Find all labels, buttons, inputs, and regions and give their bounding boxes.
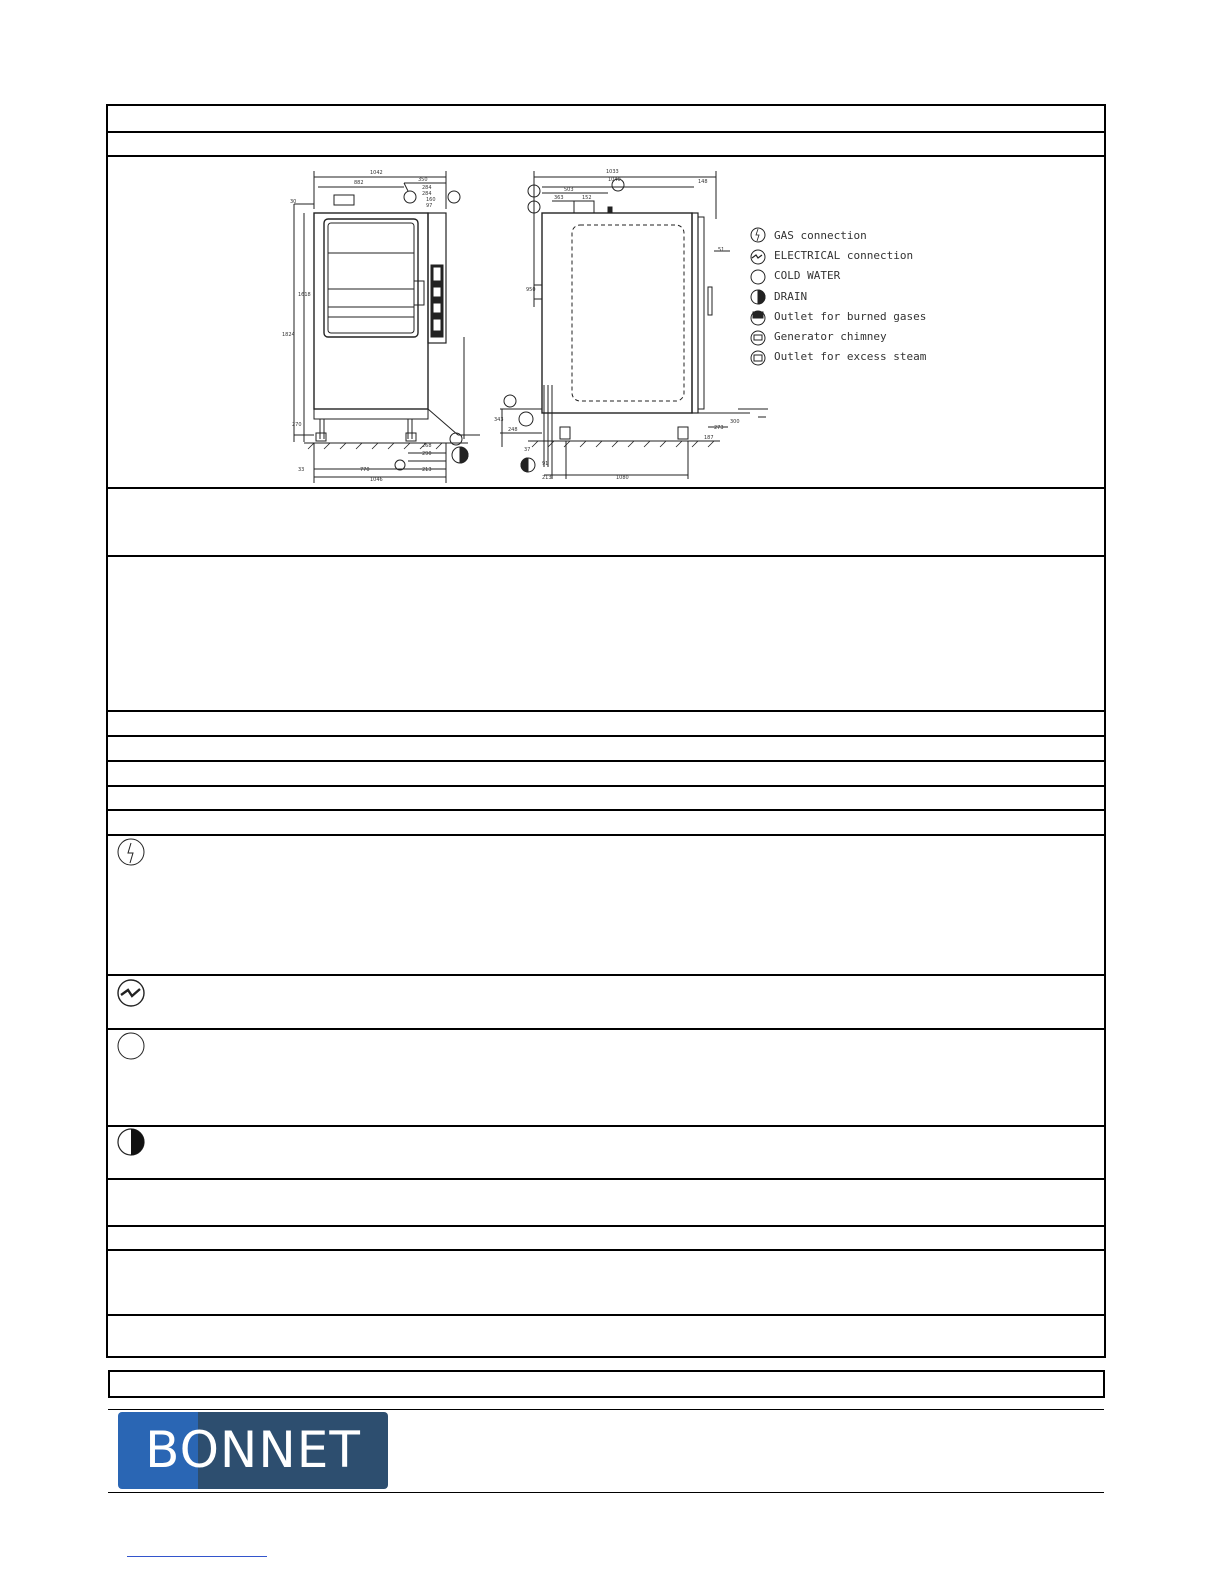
row-divider <box>108 1028 1104 1030</box>
legend-drain: DRAIN <box>774 289 808 303</box>
dim-label: 97 <box>426 203 433 209</box>
electrical-icon <box>116 978 146 1008</box>
dim-label: 37 <box>524 447 531 453</box>
dim-label: 160 <box>426 197 436 203</box>
dim-label: 350 <box>418 177 428 183</box>
dimension-labels <box>108 157 1104 489</box>
legend-generator-chimney: Generator chimney <box>774 330 887 344</box>
drain-icon <box>116 1127 146 1157</box>
row-divider <box>108 1225 1104 1227</box>
dim-label: 1042 <box>370 170 383 176</box>
dim-label: 187 <box>704 435 714 441</box>
dim-label: 1080 <box>616 475 629 481</box>
dim-label: 91 <box>542 461 549 467</box>
legend-burned-gases: Outlet for burned gases <box>774 309 927 323</box>
logo-text: BONNET <box>145 1421 361 1479</box>
row-divider <box>108 710 1104 712</box>
dim-label: 1033 <box>606 169 619 175</box>
dim-label: 284 <box>422 191 432 197</box>
dim-label: 148 <box>698 179 708 185</box>
dim-label: 1618 <box>298 292 311 298</box>
dim-label: 213 <box>422 467 432 473</box>
dim-label: 882 <box>354 180 364 186</box>
dim-label: 770 <box>360 467 370 473</box>
header-rule <box>108 1409 1104 1410</box>
dim-label: 503 <box>564 187 574 193</box>
dim-label: 268 <box>422 443 432 449</box>
dim-label: 51 <box>718 247 725 253</box>
footer-box <box>108 1370 1105 1398</box>
gas-icon <box>116 837 146 867</box>
dim-label: 248 <box>508 427 518 433</box>
row-divider <box>108 487 1104 489</box>
dim-label: 300 <box>730 419 740 425</box>
footer-rule <box>108 1492 1104 1493</box>
dim-label: 30 <box>290 199 297 205</box>
cold-water-icon <box>116 1031 146 1061</box>
row-divider <box>108 131 1104 133</box>
bonnet-logo <box>118 1412 388 1489</box>
row-divider <box>108 1249 1104 1251</box>
legend-gas: GAS connection <box>774 229 867 242</box>
legend-electrical: ELECTRICAL connection <box>774 249 914 263</box>
row-divider <box>108 1314 1104 1316</box>
dim-label: 273 <box>714 425 724 431</box>
row-divider <box>108 735 1104 737</box>
row-divider <box>108 785 1104 787</box>
dim-label: 152 <box>582 195 592 201</box>
legend-excess-steam: Outlet for excess steam <box>774 350 927 364</box>
dim-label: 343 <box>494 417 504 423</box>
row-divider <box>108 1178 1104 1180</box>
dim-label: 284 <box>422 185 432 191</box>
row-divider <box>108 1125 1104 1127</box>
dim-label: 213 <box>542 475 552 481</box>
row-divider <box>108 809 1104 811</box>
dim-label: 1046 <box>370 477 383 483</box>
row-divider <box>108 555 1104 557</box>
row-divider <box>108 760 1104 762</box>
dim-label: 1040 <box>608 177 621 183</box>
dim-label: 270 <box>292 422 302 428</box>
dim-label: 363 <box>554 195 564 201</box>
dim-label: 33 <box>298 467 305 473</box>
spec-sheet-frame <box>106 104 1106 1358</box>
row-divider <box>108 974 1104 976</box>
legend-cold-water: COLD WATER <box>774 269 841 283</box>
dim-label: 290 <box>422 451 432 457</box>
page-link-underline[interactable] <box>127 1556 267 1557</box>
dim-label: 950 <box>526 287 536 293</box>
dim-label: 1824 <box>282 332 295 338</box>
row-divider <box>108 834 1104 836</box>
